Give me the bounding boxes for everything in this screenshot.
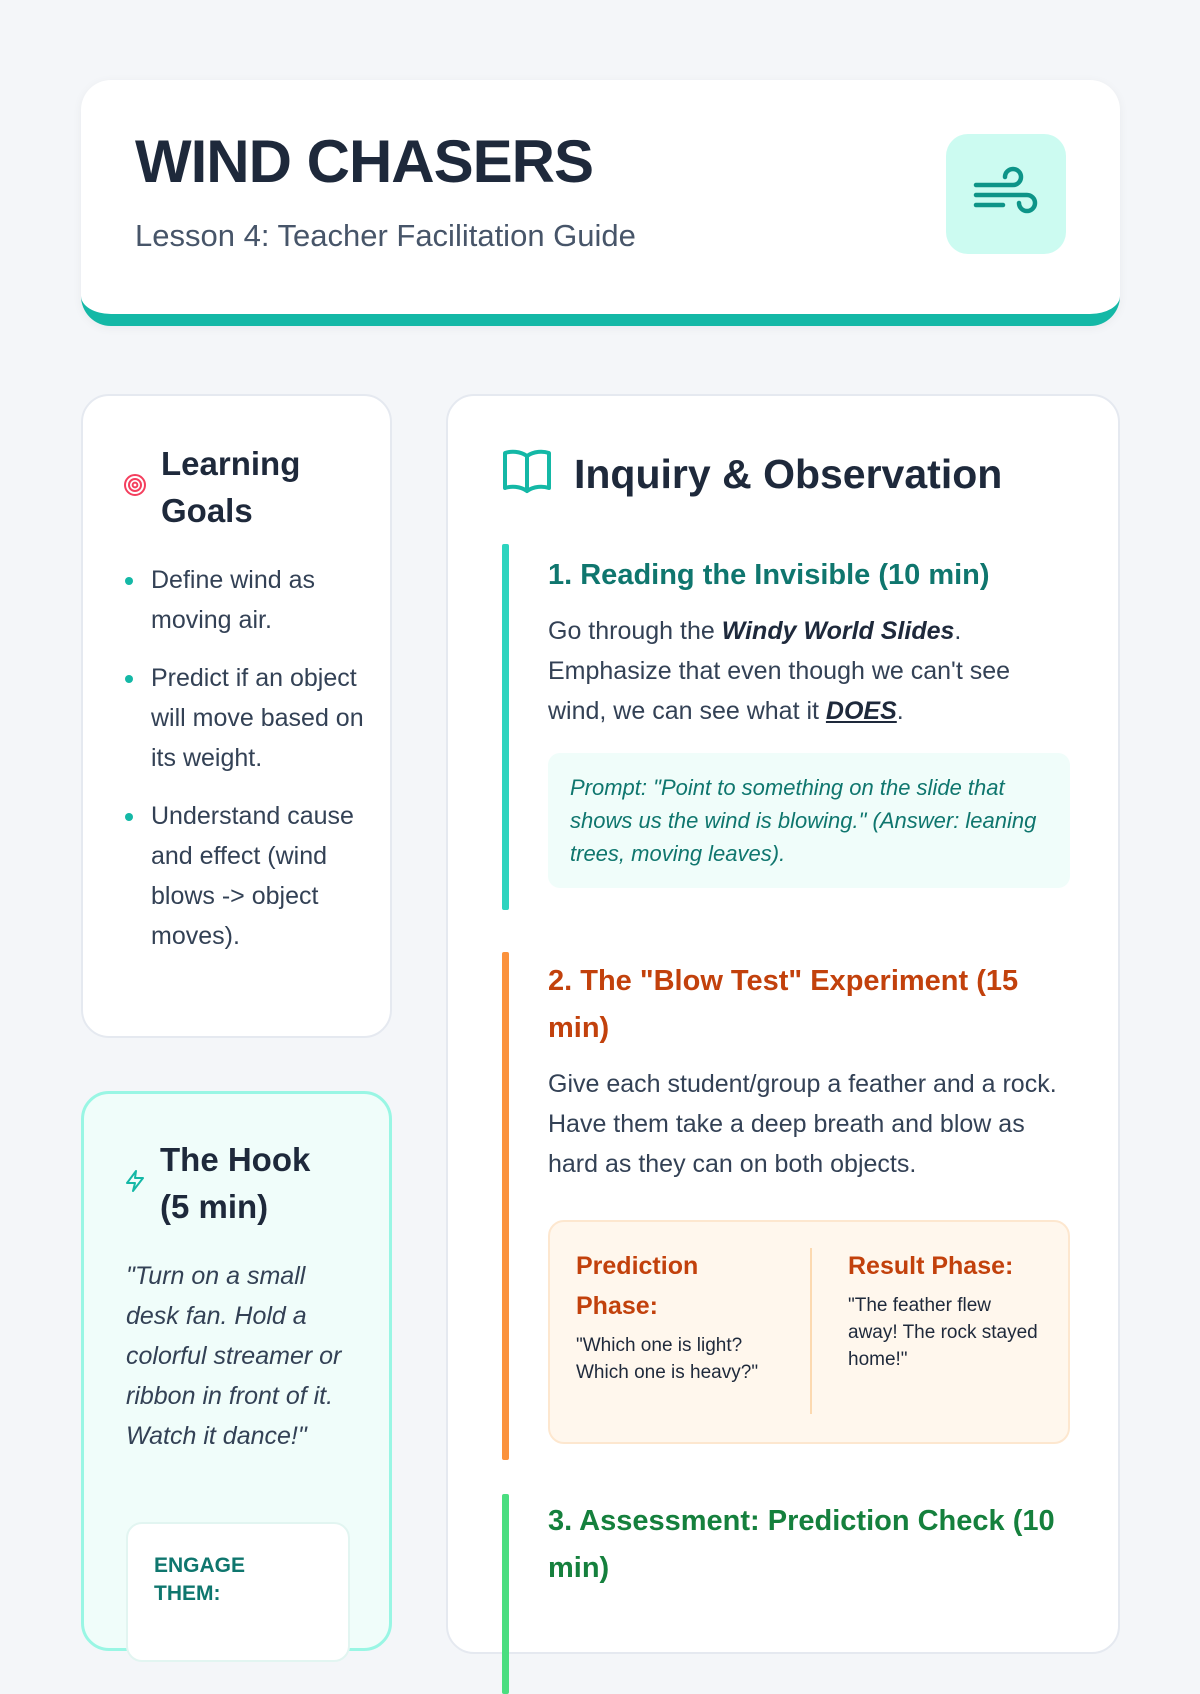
book-open-icon: [502, 448, 552, 499]
phase-box: [548, 1220, 1070, 1444]
hook-quote: "Turn on a small desk fan. Hold a colorful streamer or ribbon in front of it. Watch it dance!": [126, 1262, 342, 1450]
page-title: WIND CHASERS: [135, 128, 594, 195]
hook-header: [124, 1136, 340, 1230]
list-item: Predict if an object will move based on its weight.: [125, 658, 365, 778]
list-item: Understand cause and effect (wind blows -> object moves).: [125, 796, 365, 956]
learning-goals-card: [81, 394, 392, 1038]
list-item: Define wind as moving air.: [125, 560, 365, 640]
inquiry-card: [446, 394, 1120, 1654]
prediction-title: Prediction Phase:: [576, 1252, 699, 1320]
prediction-text: "Which one is light? Which one is heavy?": [576, 1335, 759, 1383]
step-title: 1. Reading the Invisible (10 min): [548, 559, 990, 591]
engage-box: [126, 1522, 350, 1662]
step-text: Go through the Windy World Slides. Emphasize that even though we can't see wind, we can see what it DOES.: [548, 617, 1011, 725]
engage-label: ENGAGE THEM:: [154, 1554, 246, 1605]
result-title: Result Phase:: [848, 1252, 1014, 1280]
result-text: "The feather flew away! The rock stayed home!": [848, 1295, 1038, 1370]
step-accent-bar: [502, 1494, 509, 1694]
header-card: [81, 80, 1120, 326]
wind-icon: [973, 163, 1039, 226]
step-blow-test: [502, 952, 1070, 1460]
step-assessment: [502, 1494, 1070, 1694]
inquiry-header: [502, 448, 1002, 499]
inquiry-title: Inquiry & Observation: [574, 450, 1003, 497]
step-reading-invisible: [502, 544, 1070, 910]
prompt-box: Prompt: "Point to something on the slide that shows us the wind is blowing." (Answer: leaning trees, moving leaves).: [548, 753, 1070, 888]
step-title: 2. The "Blow Test" Experiment (15 min): [548, 965, 1019, 1044]
learning-goals-title: Learning Goals: [161, 445, 301, 529]
learning-goals-header: [123, 440, 331, 534]
prediction-phase: [576, 1246, 766, 1386]
wind-badge: [946, 134, 1066, 254]
phase-divider: [810, 1248, 812, 1414]
step-title: 3. Assessment: Prediction Check (10 min): [548, 1505, 1055, 1584]
lightning-icon: [124, 1169, 146, 1198]
learning-goals-list: [125, 560, 365, 974]
target-icon: [123, 473, 147, 502]
result-phase: [848, 1246, 1038, 1373]
step-accent-bar: [502, 952, 509, 1460]
hook-title: The Hook (5 min): [160, 1141, 311, 1225]
page-subtitle: Lesson 4: Teacher Facilitation Guide: [135, 218, 636, 253]
step-text: Give each student/group a feather and a rock. Have them take a deep breath and blow as hard as they can on both objects.: [548, 1070, 1057, 1178]
step-accent-bar: [502, 544, 509, 910]
hook-card: [81, 1091, 392, 1651]
